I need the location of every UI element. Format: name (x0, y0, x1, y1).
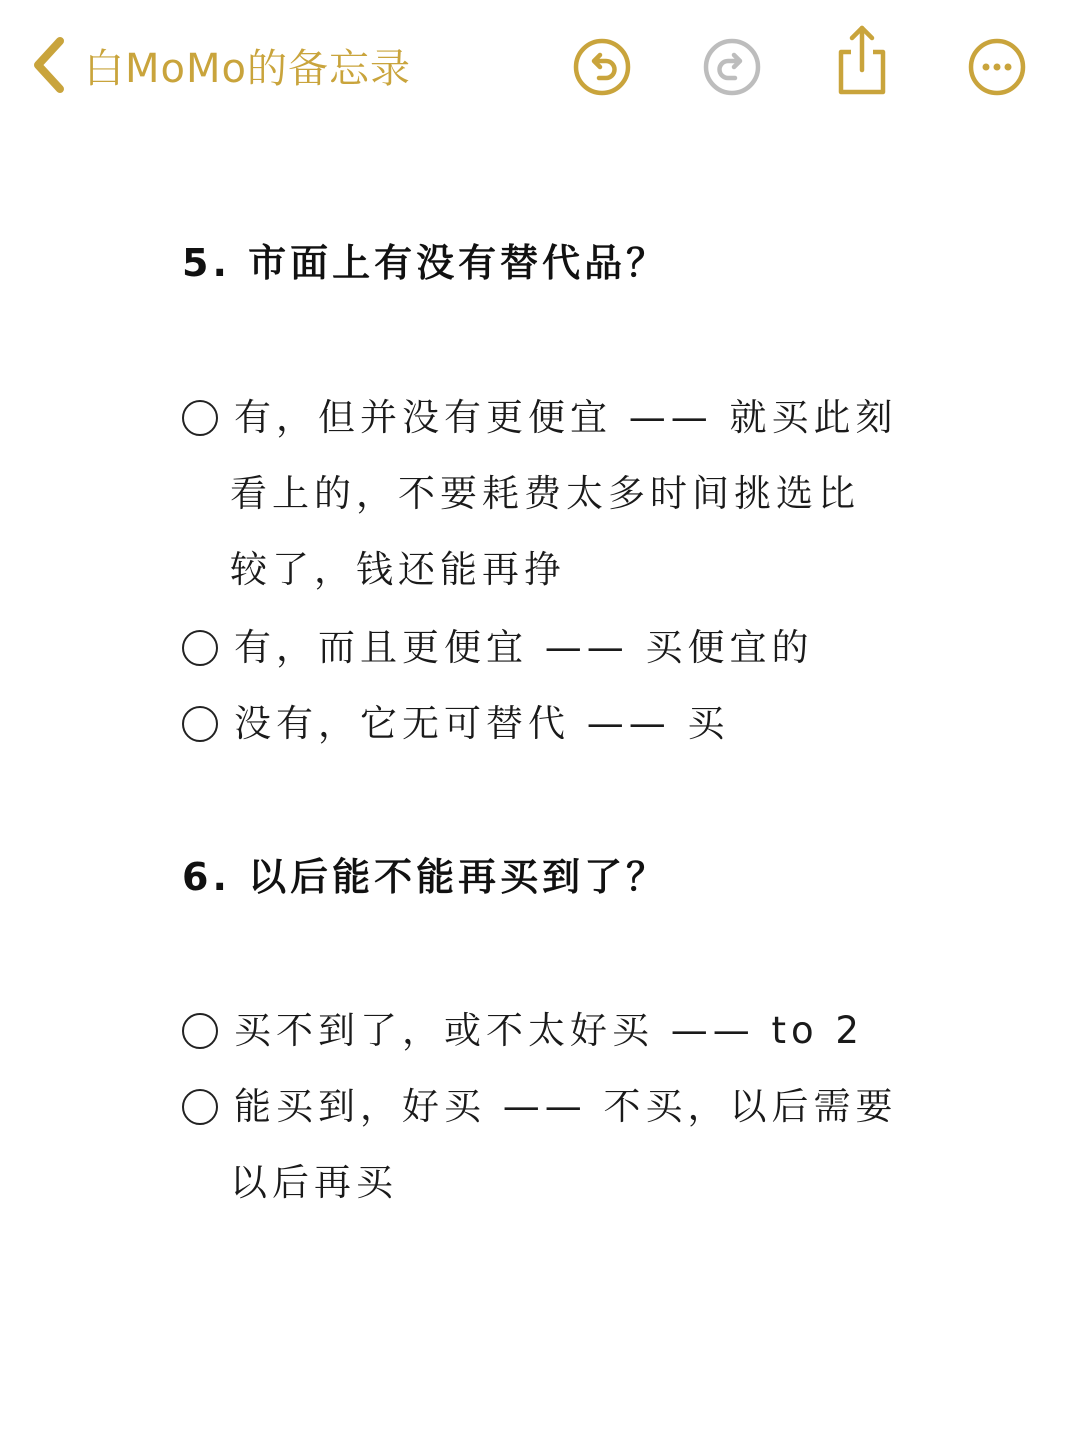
back-button-label: 白MoMo的备忘录 (84, 45, 411, 92)
checklist-item-text (230, 380, 914, 608)
checklist-item-text (234, 686, 914, 762)
checkbox-unchecked[interactable] (182, 706, 218, 742)
text-line: 以后再买 (230, 1161, 398, 1204)
redo-icon (701, 36, 763, 98)
text-line: 有，而且更便宜 —— 买便宜的 (234, 626, 814, 669)
redo-button[interactable] (701, 36, 763, 98)
text-line: 有，但并没有更便宜 —— 就买此刻 (234, 396, 898, 439)
more-button[interactable] (966, 36, 1028, 98)
checkbox-unchecked[interactable] (182, 630, 218, 666)
text-line: 能买到，好买 —— 不买，以后需要 (234, 1085, 898, 1128)
share-icon (831, 22, 893, 98)
ellipsis-circle-icon (966, 36, 1028, 98)
text-line: 较了，钱还能再挣 (230, 548, 566, 591)
checklist-item-text (230, 1069, 914, 1221)
chevron-left-icon (28, 35, 72, 95)
checkbox-unchecked[interactable] (182, 400, 218, 436)
navigation-toolbar (0, 0, 1080, 130)
checklist-item-text (234, 610, 914, 686)
section-heading: 5. 市面上有没有替代品？ (182, 241, 669, 285)
text-line: 看上的，不要耗费太多时间挑选比 (230, 472, 860, 515)
text-line: 买不到了，或不太好买 —— to 2 (234, 1009, 864, 1052)
undo-button[interactable] (571, 36, 633, 98)
back-button[interactable] (28, 30, 411, 100)
checkbox-unchecked[interactable] (182, 1089, 218, 1125)
checklist-item-text (234, 993, 914, 1069)
text-line: 没有，它无可替代 —— 买 (234, 702, 730, 745)
section-heading: 6. 以后能不能再买到了？ (182, 855, 669, 899)
checkbox-unchecked[interactable] (182, 1013, 218, 1049)
share-button[interactable] (831, 22, 893, 98)
undo-icon (571, 36, 633, 98)
